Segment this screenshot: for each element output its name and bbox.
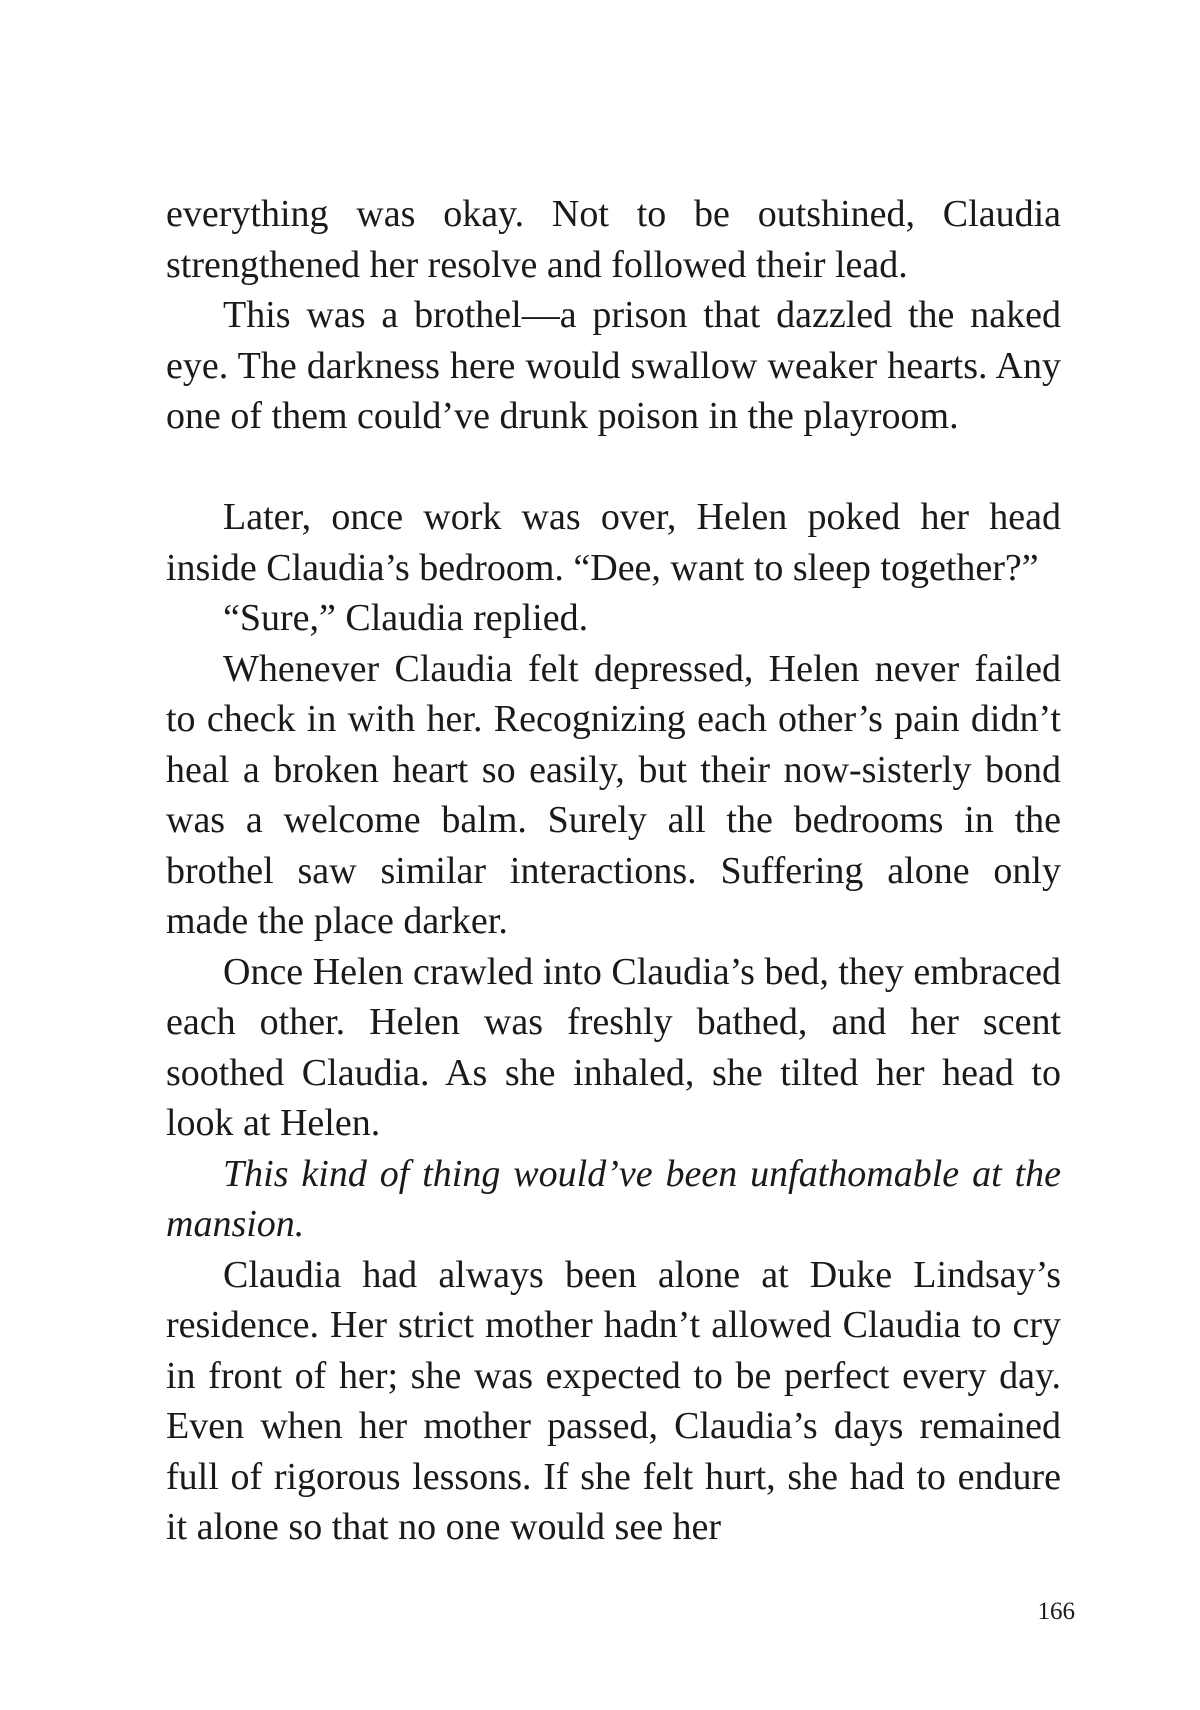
paragraph-alone-at-residence: Claudia had always been alone at Duke Lindsay’s residence. Her strict mother hadn’t allowed Claudia to cry in front of her; she was expected to be perfect every day. Even when her mother passed, Claudia’s days remained full of rigorous lessons. If she felt hurt, she had to endure it alone so that no one would see her [166, 1253, 1061, 1548]
paragraph-dialogue-sure: “Sure,” Claudia replied. [223, 597, 589, 639]
body-text [166, 189, 1061, 1553]
scene-break [166, 442, 1061, 493]
page-number: 166 [1037, 1598, 1075, 1625]
paragraph-brothel: This was a brothel—a prison that dazzled the naked eye. The darkness here would swallow weaker hearts. Any one of them could’ve drunk poison in the playroom. [166, 294, 1061, 437]
paragraph-helen-visit: Later, once work was over, Helen poked her head inside Claudia’s bedroom. “Dee, want to sleep together?” [166, 496, 1061, 589]
paragraph-embrace: Once Helen crawled into Claudia’s bed, they embraced each other. Helen was freshly bathed, and her scent soothed Claudia. As she inhaled, she tilted her head to look at Helen. [166, 950, 1061, 1144]
paragraph-continuation: everything was okay. Not to be outshined, Claudia strengthened her resolve and followed their lead. [166, 193, 1061, 286]
paragraph-inner-thought: This kind of thing would’ve been unfathomable at the mansion. [166, 1152, 1061, 1245]
paragraph-depressed: Whenever Claudia felt depressed, Helen never failed to check in with her. Recognizing each other’s pain didn’t heal a broken heart so easily, but their now-sisterly bond was a welcome balm. Surely all the bedrooms in the brothel saw similar interactions. Suffering alone only made the place darker. [166, 647, 1061, 942]
